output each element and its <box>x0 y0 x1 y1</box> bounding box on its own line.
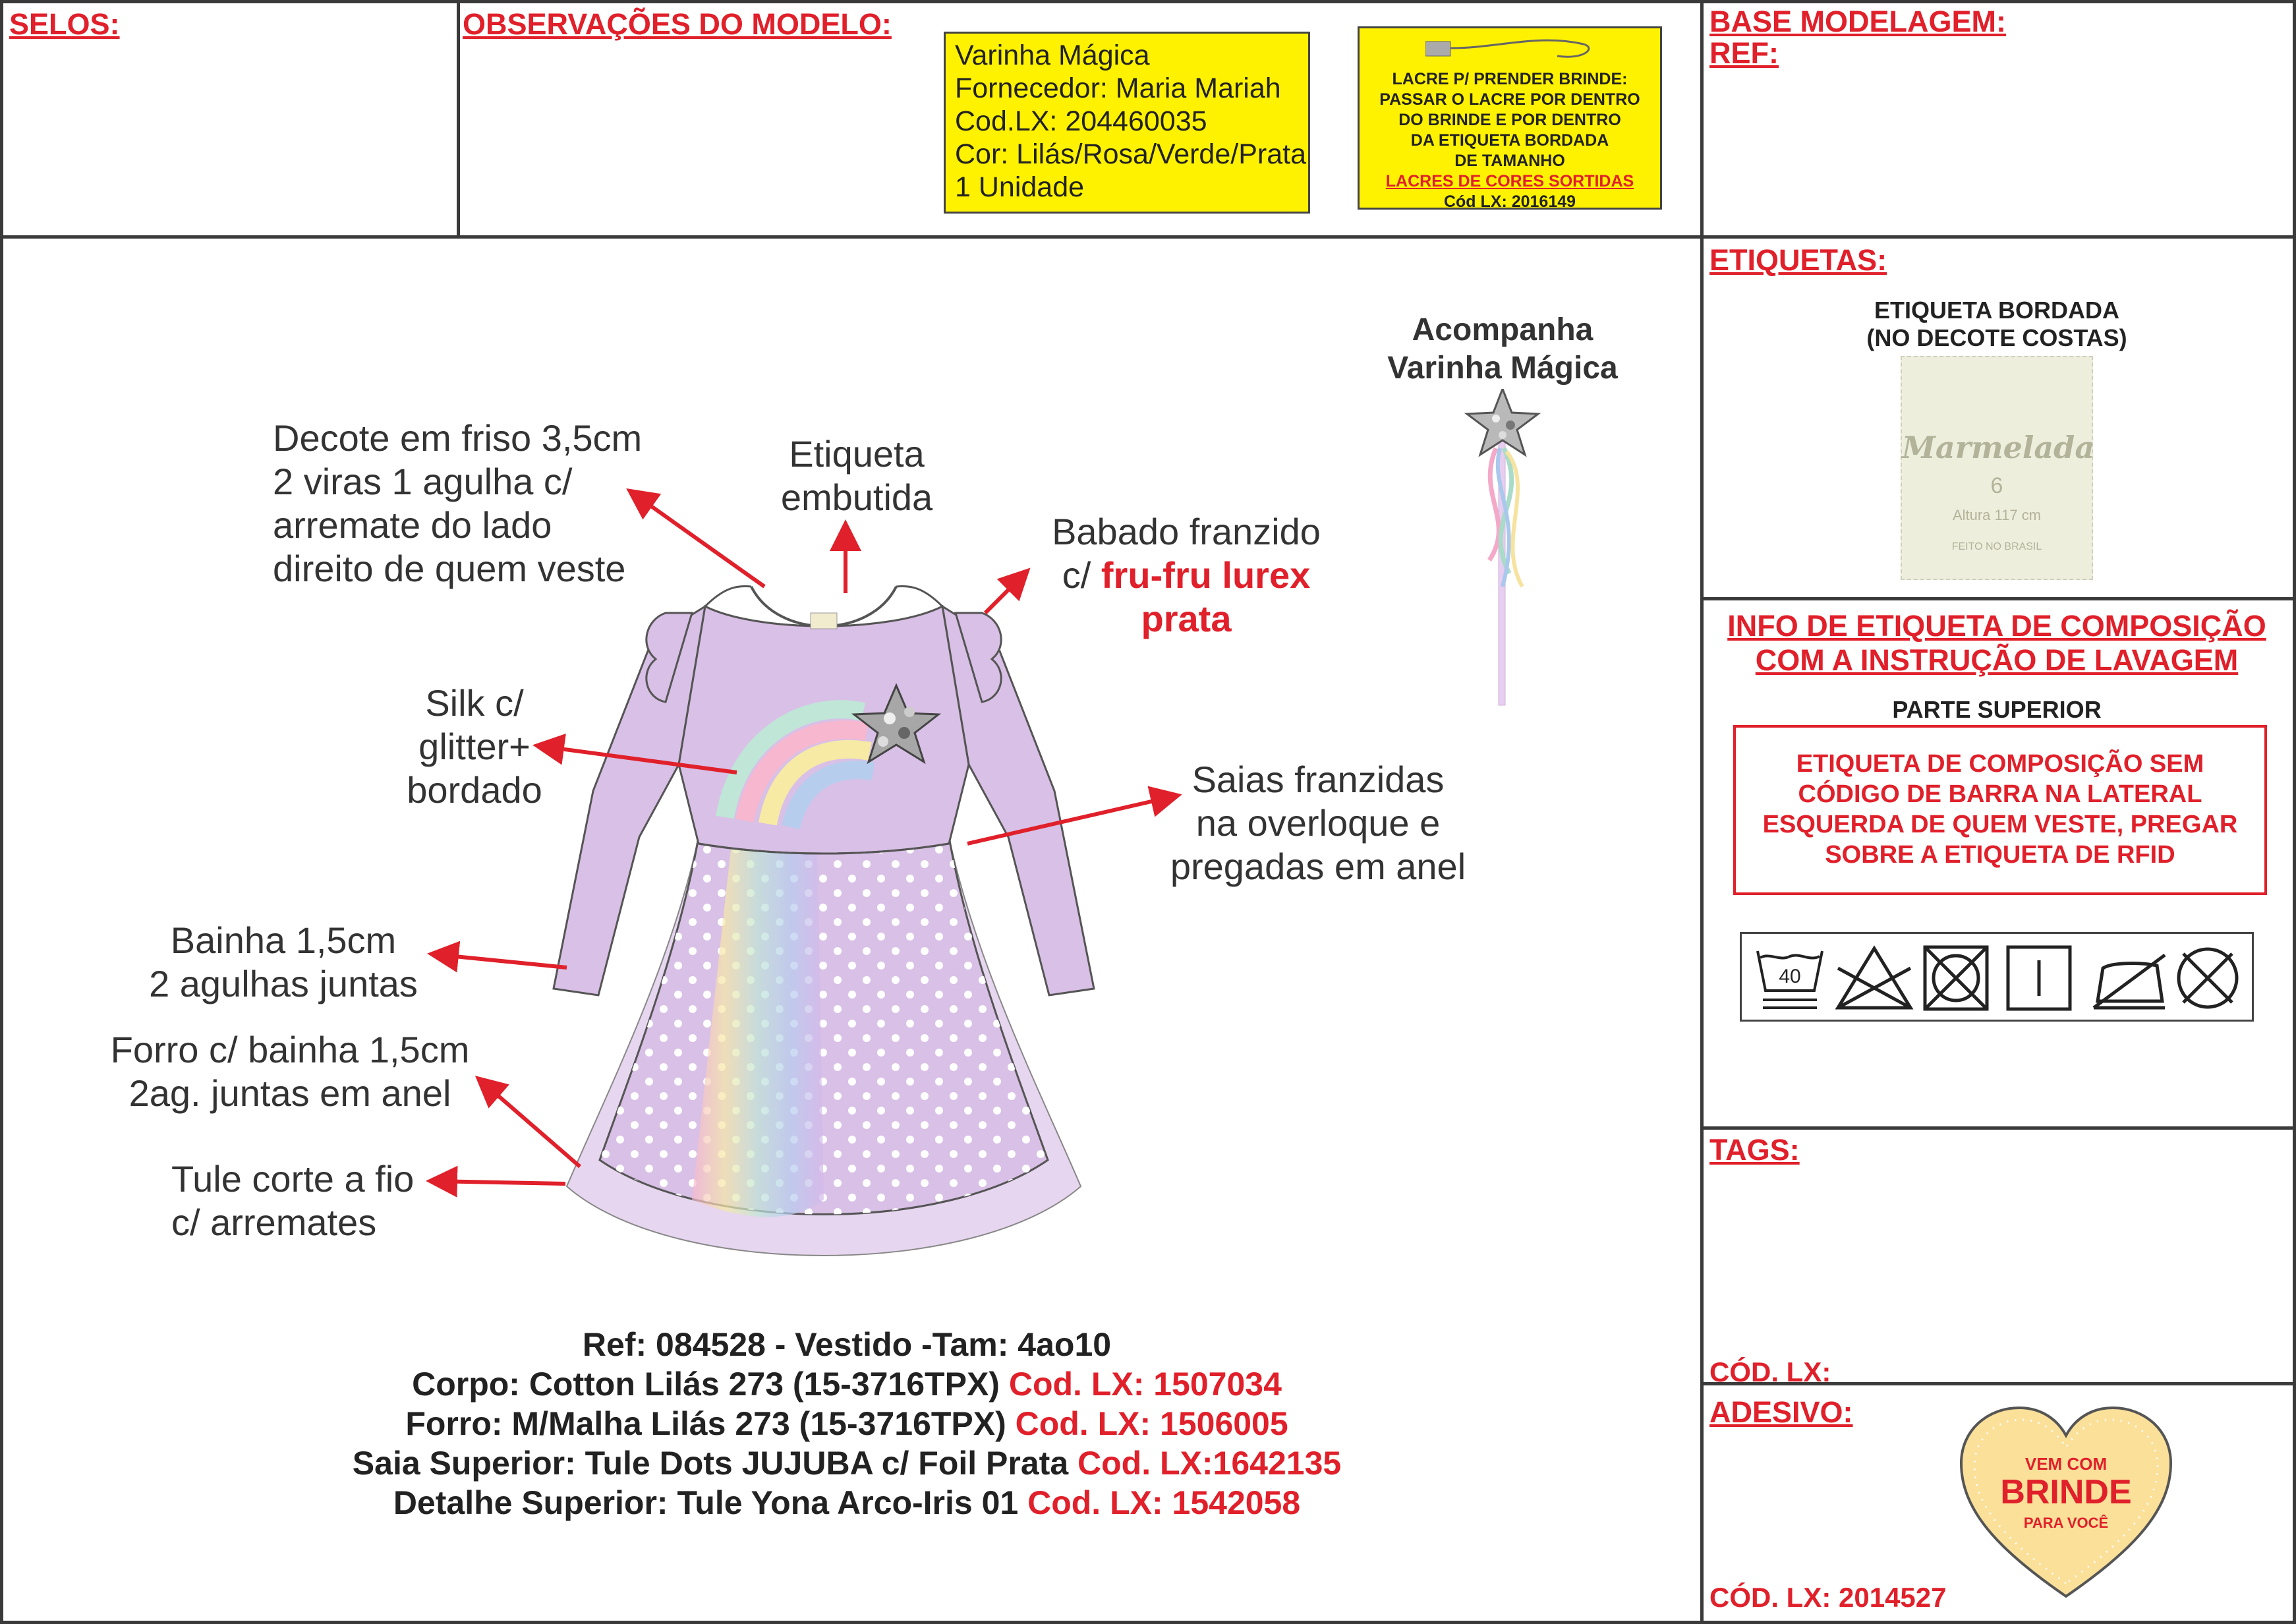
spec-forro-code: Cod. LX: 1506005 <box>1015 1405 1288 1442</box>
callout-forro-line-1: Forro c/ bainha 1,5cm <box>110 1029 470 1070</box>
spec-forro-text: Forro: M/Malha Lilás 273 (15-3716TPX) <box>405 1405 1016 1442</box>
callout-saias-line-2: na overloque e <box>1195 802 1441 844</box>
callout-etiqueta <box>745 432 969 519</box>
line-dry-icon <box>2003 942 2075 1014</box>
spec-corpo <box>158 1364 1535 1404</box>
callout-babado-line-2 <box>1028 554 1344 597</box>
composicao-line-2: CÓDIGO DE BARRA NA LATERAL <box>1798 780 2202 808</box>
woven-label-origin: FEITO NO BRASIL <box>1951 541 2042 552</box>
no-bleach-icon <box>1831 942 1917 1014</box>
lacre-line-7: Cód LX: 2016149 <box>1443 192 1576 211</box>
selos-label: SELOS: <box>9 7 120 41</box>
callout-tule <box>171 1157 414 1244</box>
spec-corpo-code: Cod. LX: 1507034 <box>1008 1366 1282 1403</box>
info-title-line-1: INFO DE ETIQUETA DE COMPOSIÇÃO <box>1727 609 2266 643</box>
sticker-text-bottom: PARA VOCÊ <box>2023 1515 2109 1531</box>
observacoes-label: OBSERVAÇÕES DO MODELO: <box>463 7 892 41</box>
callout-decote-line-4: direito de quem veste <box>273 548 626 589</box>
sidebar-rule-1 <box>1700 597 2296 600</box>
adesivo-label: ADESIVO: <box>1709 1395 1853 1429</box>
base-modelagem-label: BASE MODELAGEM: <box>1709 5 2006 38</box>
lacre-line-1: LACRE P/ PRENDER BRINDE: <box>1392 70 1628 88</box>
spec-forro <box>158 1404 1535 1443</box>
lacre-line-2: PASSAR O LACRE POR DENTRO <box>1379 90 1640 109</box>
callout-silk-line-2: glitter+ <box>418 726 531 767</box>
etiqueta-bordada-line-1: ETIQUETA BORDADA <box>1874 297 2119 324</box>
callout-silk-line-3: bordado <box>407 769 542 811</box>
callout-babado-line-3: prata <box>1141 598 1232 639</box>
callout-forro-line-2: 2ag. juntas em anel <box>129 1072 451 1114</box>
composicao-line-3: ESQUERDA DE QUEM VESTE, PREGAR <box>1762 811 2238 838</box>
callout-etiqueta-line-2: embutida <box>780 477 933 518</box>
woven-label-height: Altura 117 cm <box>1952 507 2042 523</box>
spec-saia-text: Saia Superior: Tule Dots JUJUBA c/ Foil Prata <box>352 1445 1078 1482</box>
care-symbols-box <box>1740 932 2254 1022</box>
no-tumble-dry-icon <box>1920 942 1992 1014</box>
callout-babado-line-1: Babado franzido <box>1052 511 1321 552</box>
callout-decote-line-2: 2 viras 1 agulha c/ <box>273 461 573 502</box>
info-composicao-title <box>1707 609 2287 678</box>
callout-saias <box>1147 758 1489 888</box>
parte-superior-label: PARTE SUPERIOR <box>1892 696 2102 723</box>
callout-decote-line-1: Decote em friso 3,5cm <box>273 417 643 459</box>
callout-saias-line-3: pregadas em anel <box>1170 846 1466 887</box>
wash-temperature: 40 <box>1779 966 1801 987</box>
lacre-line-5: DE TAMANHO <box>1454 152 1565 170</box>
callout-etiqueta-line-1: Etiqueta <box>789 433 925 475</box>
wash-40-icon <box>1754 942 1826 1014</box>
callout-tule-line-2: c/ arremates <box>171 1202 377 1243</box>
callout-saias-line-1: Saias franzidas <box>1191 759 1445 800</box>
ref-label: REF: <box>1709 36 1779 70</box>
composicao-line-1: ETIQUETA DE COMPOSIÇÃO SEM <box>1796 750 2204 778</box>
adesivo-cod-lx: CÓD. LX: 2014527 <box>1709 1582 1947 1613</box>
etiquetas-label: ETIQUETAS: <box>1709 243 1887 277</box>
frame-right <box>2293 0 2296 1624</box>
callout-silk-line-1: Silk c/ <box>425 682 524 724</box>
no-dry-clean-icon <box>2171 942 2244 1014</box>
etiqueta-bordada-caption <box>1740 297 2254 352</box>
tags-label: TAGS: <box>1709 1133 1800 1167</box>
callout-tule-line-1: Tule corte a fio <box>171 1158 415 1200</box>
sidebar-rule-2 <box>1700 1126 2296 1130</box>
info-title-line-2: COM A INSTRUÇÃO DE LAVAGEM <box>1755 643 2239 677</box>
callout-bainha-line-1: Bainha 1,5cm <box>170 919 397 961</box>
spec-detalhe <box>158 1483 1535 1522</box>
lacre-line-3: DO BRINDE E POR DENTRO <box>1398 111 1621 129</box>
woven-label-size: 6 <box>1990 473 2003 498</box>
brinde-line-2: Fornecedor: Maria Mariah <box>955 72 1281 104</box>
callout-babado <box>1028 510 1344 641</box>
sticker-text-main: BRINDE <box>2000 1473 2132 1511</box>
lacre-line-4: DA ETIQUETA BORDADA <box>1410 131 1609 150</box>
callout-forro <box>92 1028 488 1115</box>
sidebar-divider <box>1700 0 1704 1624</box>
spec-corpo-text: Corpo: Cotton Lilás 273 (15-3716TPX) <box>412 1366 1009 1403</box>
spec-ref: Ref: 084528 - Vestido -Tam: 4ao10 <box>582 1326 1112 1363</box>
woven-label-sample <box>1901 356 2093 580</box>
brinde-line-4: Cor: Lilás/Rosa/Verde/Prata <box>955 138 1306 170</box>
callout-bainha-line-2: 2 agulhas juntas <box>149 963 418 1004</box>
callout-silk <box>369 682 580 812</box>
brinde-line-5: 1 Unidade <box>955 171 1085 203</box>
callout-decote <box>273 417 642 591</box>
brinde-line-1: Varinha Mágica <box>955 40 1150 71</box>
tags-cod-lx-label: CÓD. LX: <box>1709 1356 1831 1387</box>
wand-title-line-1: Acompanha <box>1412 312 1593 347</box>
etiqueta-bordada-line-2: (NO DECOTE COSTAS) <box>1866 324 2127 351</box>
composicao-instructions-box <box>1733 725 2267 895</box>
no-iron-icon <box>2084 942 2170 1014</box>
spec-detalhe-text: Detalhe Superior: Tule Yona Arco-Iris 01 <box>393 1484 1028 1521</box>
composicao-line-4: SOBRE A ETIQUETA DE RFID <box>1825 841 2175 869</box>
callout-babado-lurex: fru-fru lurex <box>1101 554 1311 596</box>
callout-babado-prefix: c/ <box>1062 554 1101 596</box>
spec-detalhe-code: Cod. LX: 1542058 <box>1027 1484 1301 1521</box>
callout-decote-line-3: arremate do lado <box>273 504 552 546</box>
brinde-sticker <box>1957 1404 2175 1602</box>
brinde-line-3: Cod.LX: 204460035 <box>955 105 1207 137</box>
lacre-line-6: LACRES DE CORES SORTIDAS <box>1385 172 1634 190</box>
spec-saia-code: Cod. LX:1642135 <box>1077 1445 1342 1482</box>
woven-label-brand: Marmelada <box>1902 430 2095 465</box>
sticker-text-top: VEM COM <box>2024 1454 2108 1474</box>
spec-saia <box>158 1443 1535 1483</box>
wand-title-line-2: Varinha Mágica <box>1387 351 1618 386</box>
callout-bainha <box>132 919 435 1006</box>
